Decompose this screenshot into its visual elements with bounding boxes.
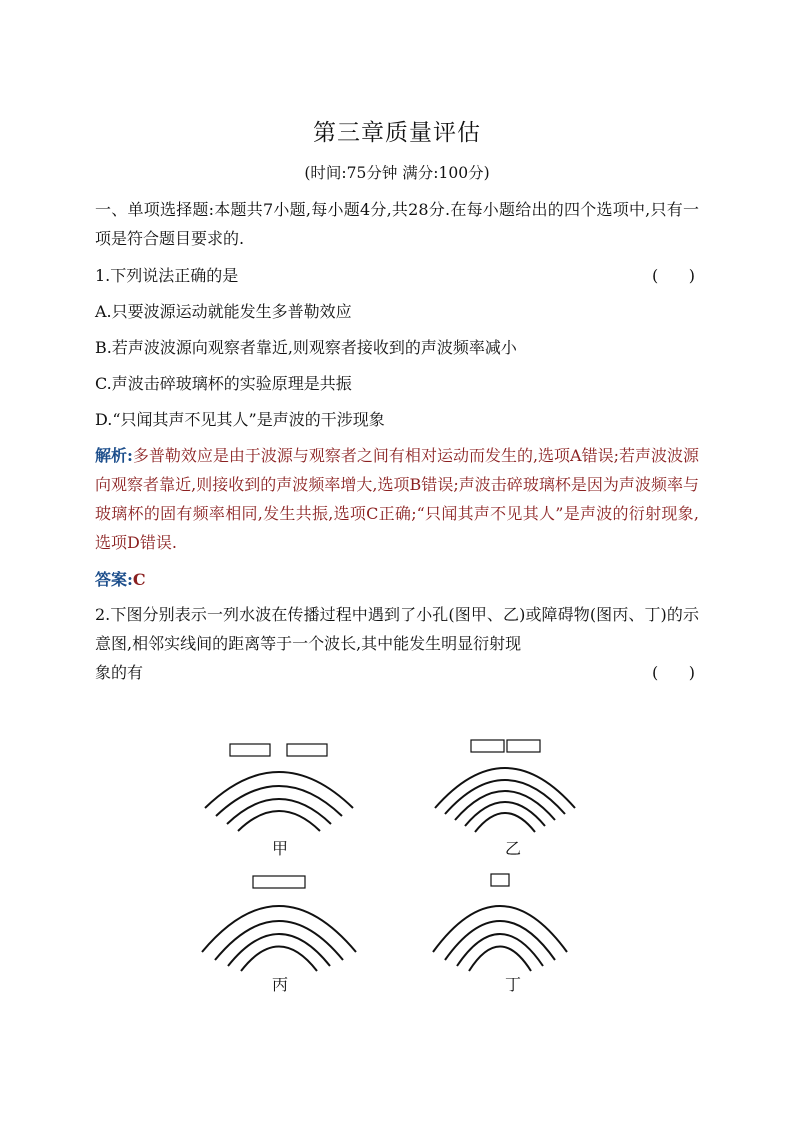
answer-blank: ( ) <box>652 663 695 682</box>
wave-figures <box>190 736 610 996</box>
analysis-text: 多普勒效应是由于波源与观察者之间有相对运动而发生的,选项A错误;若声波波源向观察者靠近,则接收到的声波频率增大,选项B错误;声波击碎玻璃杯是因为声波频率与玻璃杯的固有频率相同,发生共振,选项C正确;“只闻其声不见其人”是声波的衍射现象,选项D错误. <box>95 446 699 552</box>
figure-label-bing: 丙 <box>271 975 288 994</box>
wave-diagram-small-hole-narrow <box>423 736 603 836</box>
question-text: 1.下列说法正确的是 <box>95 266 239 285</box>
wave-diagram-small-hole-wide <box>190 736 370 836</box>
option-b: B.若声波波源向观察者靠近,则观察者接收到的声波频率减小 <box>95 338 517 357</box>
answer-value: C <box>132 570 146 589</box>
figure-label-jia: 甲 <box>271 839 288 858</box>
answer-label: 答案: <box>95 570 133 589</box>
question-2-stem: 2.下图分别表示一列水波在传播过程中遇到了小孔(图甲、乙)或障碍物(图丙、丁)的示意图,相邻实线间的距离等于一个波长,其中能发生明显衍射现 <box>95 605 699 653</box>
question-2-stem-end <box>95 658 699 687</box>
answer-blank: ( ) <box>652 266 695 285</box>
option-a: A.只要波源运动就能发生多普勒效应 <box>95 302 352 321</box>
document-page <box>95 110 699 694</box>
option-d: D.“只闻其声不见其人”是声波的干涉现象 <box>95 410 385 429</box>
exam-info: (时间:75分钟 满分:100分) <box>304 164 490 182</box>
option-c: C.声波击碎玻璃杯的实验原理是共振 <box>95 374 352 393</box>
analysis-block <box>95 441 699 557</box>
wave-diagram-obstacle-small <box>423 872 603 972</box>
answer-block <box>95 565 699 594</box>
analysis-label: 解析: <box>95 446 133 465</box>
question-text-end: 象的有 <box>95 663 144 682</box>
page-title: 第三章质量评估 <box>313 120 481 146</box>
figure-label-yi: 乙 <box>504 839 521 858</box>
wave-diagram-obstacle-large <box>190 872 370 972</box>
section-heading: 一、单项选择题:本题共7小题,每小题4分,共28分.在每小题给出的四个选项中,只有一项是符合题目要求的. <box>95 200 699 248</box>
figure-label-ding: 丁 <box>504 975 521 994</box>
question-1-stem <box>95 261 699 290</box>
